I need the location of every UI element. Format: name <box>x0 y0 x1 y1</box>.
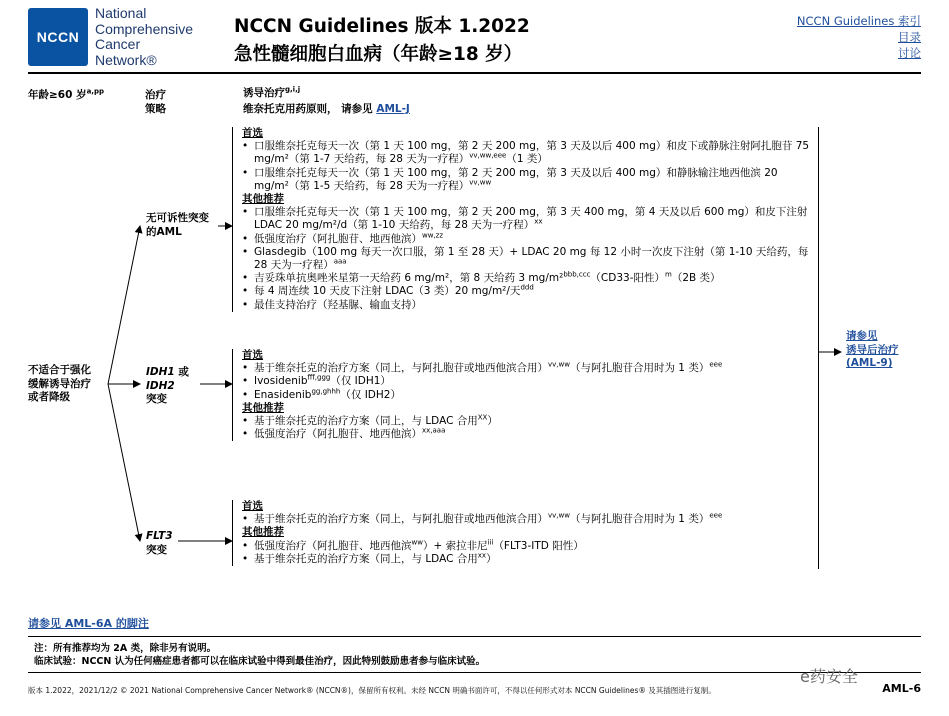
age-text: 年龄≥60 岁 <box>28 89 87 101</box>
regimen-tail: （1 类） <box>506 153 548 166</box>
venetoclax-note-text: 维奈托克用药原则， 请参见 <box>243 103 377 115</box>
induction-text: 诱导治疗 <box>243 87 285 99</box>
or-text: 或 <box>174 366 189 378</box>
org-line: Cancer <box>95 36 141 52</box>
preferred-heading: 首选 <box>242 127 263 139</box>
branch1-line: 的AML <box>146 225 182 238</box>
guidelines-index-link[interactable]: NCCN Guidelines 索引 <box>796 14 921 28</box>
preferred-heading: 首选 <box>242 500 263 512</box>
strategy-line: 策略 <box>145 103 166 115</box>
regimen-item <box>242 513 812 526</box>
branch1-line: 无可诉性突变 <box>146 212 209 224</box>
root-line: 或者降级 <box>28 391 70 403</box>
regimen-sup: vv,ww <box>548 511 570 520</box>
regimen-text: 口服维奈托克每天一次（第 1 天 100 mg，第 2 天 200 mg，第 3 天及以后 400 mg）和静脉输注地西他滨 20 mg/m²（第 1-5 天给药，每 28 天为一疗程） <box>254 166 778 192</box>
regimen-tail: ） <box>487 415 498 428</box>
toc-link[interactable]: 目录 <box>898 30 921 44</box>
regimen-item <box>242 428 812 441</box>
regimen-sup: ww,zz <box>422 231 444 240</box>
logo-text: NCCN <box>36 29 80 45</box>
regimen-sup: vv,ww,eee <box>469 151 507 160</box>
followup-line: (AML-9) <box>846 357 893 369</box>
org-line: Comprehensive <box>95 20 194 37</box>
regimen-text: Enasidenib <box>254 388 312 401</box>
regimen-sup: bbb,ccc <box>563 270 591 279</box>
regimen-item <box>242 389 812 402</box>
page-subtitle: 急性髓细胞白血病（年龄≥18 岁） <box>234 44 523 65</box>
regimen-sup: xx <box>477 551 487 560</box>
discussion-link[interactable]: 讨论 <box>898 46 921 60</box>
idh2-text: IDH2 <box>146 379 175 392</box>
note-line: 注：所有推荐均为 2A 类，除非另有说明。 <box>34 643 217 654</box>
regimen-text: 低强度治疗（阿扎胞苷、地西他滨 <box>254 539 412 552</box>
watermark: e药安全 <box>800 667 858 686</box>
regimen-text: 每 4 周连续 10 天皮下注射 LDAC（3 类）20 mg/m²/天 <box>254 285 521 298</box>
version-line: 版本 1.2022，2021/12/2 © 2021 National Comprehensive Cancer Network® (NCCN®)，保留所有权利。未经 NCCN 明确书面许可，不得以任何形式对本 NCCN Guidelines® 及其插图进行复制。 <box>28 686 716 695</box>
regimen-tail: （仅 IDH2） <box>340 388 401 401</box>
regimen-item <box>242 415 812 428</box>
notes-box <box>28 636 921 673</box>
org-line: Network® <box>95 51 157 68</box>
regimen-sup: eee <box>709 360 723 369</box>
aml-j-link[interactable]: AML-J <box>376 103 410 115</box>
footnote-link[interactable]: 请参见 AML-6A 的脚注 <box>28 617 149 630</box>
page-title: NCCN Guidelines 版本 1.2022 <box>234 16 530 37</box>
other-heading: 其他推荐 <box>242 193 284 206</box>
root-line: 不适合于强化 <box>28 364 91 376</box>
regimen-item <box>242 246 812 272</box>
regimen-tail: （与阿扎胞苷合用时为 1 类） <box>569 513 710 526</box>
regimen-text: 基于维奈托克的治疗方案（同上，与 LDAC 合用 <box>254 552 478 565</box>
flt3-regimens <box>232 500 812 566</box>
regimen-sup: xx <box>534 217 543 226</box>
regimen-tail: （与阿扎胞苷合用时为 1 类） <box>569 362 710 375</box>
regimen-text: 低强度治疗（阿扎胞苷、地西他滨） <box>254 232 422 245</box>
right-bracket <box>818 127 819 569</box>
regimen-tail: （FLT3-ITD 阳性） <box>493 539 584 552</box>
regimen-text: Ivosidenib <box>254 375 308 388</box>
regimen-text: 基于维奈托克的治疗方案（同上，与 LDAC 合用 <box>254 415 478 428</box>
post-induction-link[interactable] <box>846 330 899 371</box>
regimen-item <box>242 206 812 232</box>
regimen-sup: gg,ghhh <box>311 387 341 396</box>
regimen-tail: ）+ 索拉非尼 <box>422 539 488 552</box>
followup-line: 请参见 <box>846 330 878 342</box>
strategy-line: 治疗 <box>145 89 166 101</box>
regimen-sup: aaa <box>333 257 347 266</box>
note-line: 临床试验：NCCN 认为任何癌症患者都可以在临床试验中得到最佳治疗，因此特别鼓励患者参与临床试验。 <box>34 656 486 667</box>
regimen-sup: XX <box>477 413 488 422</box>
idh-regimens <box>232 349 812 441</box>
regimen-text: 口服维奈托克每天一次（第 1 天 100 mg，第 2 天 200 mg，第 3 天及以后 400 mg）和皮下或静脉注射阿扎胞苷 75 mg/m²（第 1-7 天给药，每 28 天为一疗程） <box>254 140 810 166</box>
preferred-heading: 首选 <box>242 349 263 361</box>
regimen-sup: fff,ggg <box>307 373 331 382</box>
regimen-tail: （2B 类） <box>671 272 721 285</box>
regimen-text: 基于维奈托克的治疗方案（同上，与阿扎胞苷或地西他滨合用） <box>254 362 548 375</box>
org-line: National <box>95 5 147 21</box>
regimen-sup: eee <box>709 511 723 520</box>
regimen-item <box>242 233 812 246</box>
regimen-item <box>242 285 812 298</box>
regimen-text: Glasdegib（100 mg 每天一次口服，第 1 至 28 天）+ LDAC 20 mg 每 12 小时一次皮下注射（第 1-10 天给药，每 28 天为一疗程） <box>254 245 809 272</box>
root-line: 缓解诱导治疗 <box>28 377 91 390</box>
age-sup: a,pp <box>86 87 104 96</box>
page-id: AML-6 <box>882 682 921 695</box>
mutation-text: 突变 <box>146 543 167 556</box>
no-actionable-mutation-label <box>146 212 228 239</box>
regimen-item <box>242 553 812 566</box>
other-heading: 其他推荐 <box>242 526 284 539</box>
regimen-text: 最佳支持治疗（羟基脲、输血支持） <box>254 298 422 311</box>
regimen-sup: xx,aaa <box>422 426 446 435</box>
regimen-item <box>242 299 812 312</box>
regimen-tail: （仅 IDH1） <box>330 375 391 388</box>
regimen-item <box>242 167 812 193</box>
flt3-mutation-label <box>146 530 206 557</box>
regimen-text: 低强度治疗（阿扎胞苷、地西他滨） <box>254 428 422 441</box>
idh-mutation-label <box>146 366 206 407</box>
other-heading: 其他推荐 <box>242 401 284 414</box>
regimen-item <box>242 140 812 166</box>
regimen-text: 吉妥珠单抗奥唑米星第一天给药 6 mg/m²，第 8 天给药 3 mg/m² <box>254 272 564 285</box>
no-mutation-regimens <box>232 127 812 312</box>
unfit-induction-label <box>28 364 108 405</box>
regimen-item <box>242 540 812 553</box>
mutation-text: 突变 <box>146 393 167 405</box>
regimen-text: 口服维奈托克每天一次（第 1 天 100 mg，第 2 天 200 mg，第 3 天 400 mg，第 4 天及以后 600 mg）和皮下注射 LDAC 20 mg/m²/d（第 1-10 天给药，每 28 天为一疗程） <box>254 206 808 232</box>
regimen-tail: ） <box>486 552 497 565</box>
regimen-sup: ww <box>411 538 423 547</box>
induction-sup: g,i,j <box>285 85 301 94</box>
regimen-sup: m <box>665 270 672 279</box>
regimen-sup: iii <box>487 538 494 547</box>
regimen-tail: （CD33-阳性） <box>590 272 665 285</box>
flt3-text: FLT3 <box>146 530 173 542</box>
regimen-sup: ddd <box>520 283 534 292</box>
regimen-text: 基于维奈托克的治疗方案（同上，与阿扎胞苷或地西他滨合用） <box>254 513 548 526</box>
regimen-sup: vv,ww <box>548 360 570 369</box>
followup-line: 诱导后治疗 <box>846 343 899 356</box>
regimen-sup: vv,ww <box>469 178 492 187</box>
idh1-text: IDH1 <box>146 366 175 378</box>
